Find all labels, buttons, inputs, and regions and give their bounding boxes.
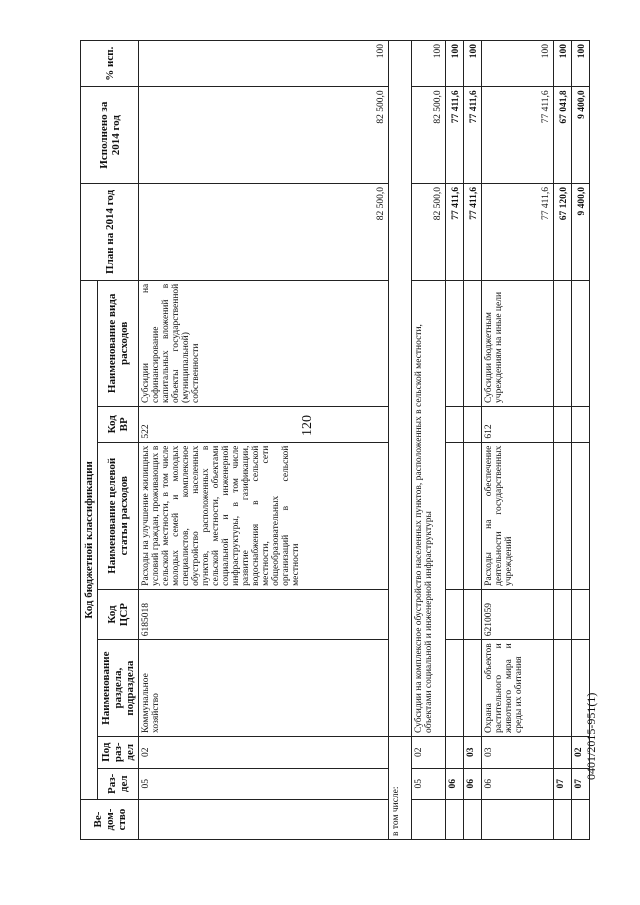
cell-podrazdel: 03 [464,737,482,769]
cell-ved [446,800,464,840]
cell-vr [572,406,590,442]
cell-podrazdel [446,737,464,769]
cell-name-vr [554,280,572,406]
table-row [554,41,572,840]
header-razdel: Раз-дел [98,768,139,800]
header-pct: % исп. [81,41,139,87]
cell-pct: 100 [446,41,464,87]
header-ved: Ве-дом-ство [81,800,139,840]
cell-ved [139,800,389,840]
cell-csr [554,589,572,639]
cell-subsidy-text: Субсидии на комплексное обустройство населенных пунктов, расположенных в сельской местности, объектами социальной и инженерной инфраструктуры [412,280,446,736]
cell-plan: 9 400,0 [572,184,590,281]
cell-name-vr [572,280,590,406]
cell-fact: 82 500,0 [412,87,446,184]
table-row [572,41,590,840]
cell-name-razdel: Коммунальное хозяйство [139,640,389,737]
budget-table [80,40,590,840]
cell-plan: 67 120,0 [554,184,572,281]
cell-fact: 77 411,6 [482,87,554,184]
cell-name-csr [554,442,572,589]
cell-podrazdel: 02 [572,737,590,769]
cell-plan: 82 500,0 [412,184,446,281]
cell-pct: 100 [554,41,572,87]
cell-vr: 522 [139,406,389,442]
cell-razdel: 07 [572,768,590,800]
header-plan: План на 2014 год [81,184,139,281]
cell-razdel: 06 [464,768,482,800]
header-csr: Код ЦСР [98,589,139,639]
cell-name-razdel: Охрана объектов растительного и животного мира и среды их обитания [482,640,554,737]
in-tom-chisle-label: в том числе: [389,737,412,840]
header-vr: Код ВР [98,406,139,442]
cell-name-vr: Субсидии на софинансирование капитальных вложений в объекты государственной (муниципальной) собственности [139,280,389,406]
header-group-title: Код бюджетной классификации [81,280,98,799]
cell-name-vr [464,280,482,406]
table-row [464,41,482,840]
table-row [389,41,412,840]
cell-ved [412,800,446,840]
cell-fact: 9 400,0 [572,87,590,184]
page-number: 120 [300,415,315,436]
empty-span [389,41,412,737]
table-row [139,41,389,840]
cell-pct: 100 [139,41,389,87]
cell-fact: 77 411,6 [464,87,482,184]
cell-fact: 67 041,8 [554,87,572,184]
cell-vr [446,406,464,442]
cell-pct: 100 [412,41,446,87]
cell-name-csr [572,442,590,589]
header-podrazdel: Под раз-дел [98,737,139,769]
table-row [482,41,554,840]
cell-pct: 100 [572,41,590,87]
cell-razdel: 05 [412,768,446,800]
cell-plan: 77 411,6 [482,184,554,281]
cell-razdel: 05 [139,768,389,800]
cell-name-csr [464,442,482,589]
cell-ved [464,800,482,840]
cell-razdel: 07 [554,768,572,800]
cell-pct: 100 [482,41,554,87]
cell-ved [572,800,590,840]
cell-fact: 82 500,0 [139,87,389,184]
cell-podrazdel [554,737,572,769]
cell-vr [464,406,482,442]
cell-name-razdel [572,640,590,737]
header-fact: Исполнено за 2014 год [81,87,139,184]
cell-podrazdel: 03 [482,737,554,769]
cell-ved [554,800,572,840]
cell-razdel: 06 [482,768,554,800]
cell-plan: 82 500,0 [139,184,389,281]
cell-ved [482,800,554,840]
cell-podrazdel: 02 [139,737,389,769]
cell-name-vr [446,280,464,406]
cell-vr [554,406,572,442]
cell-plan: 77 411,6 [446,184,464,281]
header-name-csr: Наименование целевой статьи расходов [98,442,139,589]
cell-fact: 77 411,6 [446,87,464,184]
cell-csr [572,589,590,639]
cell-name-razdel [446,640,464,737]
cell-name-csr [446,442,464,589]
cell-razdel: 06 [446,768,464,800]
table-row [412,41,446,840]
cell-name-csr: Расходы на обеспечение деятельности государственных учреждений [482,442,554,589]
cell-vr: 612 [482,406,554,442]
cell-plan: 77 411,6 [464,184,482,281]
cell-name-razdel [554,640,572,737]
header-name-razdel: Наименование раздела, подраздела [98,640,139,737]
document-code: 0401/2015-951(1) [584,692,598,780]
cell-csr [446,589,464,639]
budget-table-rotated [80,40,600,840]
header-name-vr: Наименование вида расходов [98,280,139,406]
table-row [446,41,464,840]
cell-csr: 6210059 [482,589,554,639]
cell-name-vr: Субсидии бюджетным учреждениям на иные цели [482,280,554,406]
cell-podrazdel: 02 [412,737,446,769]
cell-name-csr: Расходы на улучшение жилищных условий граждан, проживающих в сельской местности, в том числе молодых семей и молодых специалистов, комплексное обустройство населенных пунктов, расположенных в сельской местности, объектами социальной и инженерной инфраструктуры, в том числе развитие газификации, водоснабжения в сельской местности, сети общеобразовательных организаций в сельской местности [139,442,389,589]
cell-name-razdel [464,640,482,737]
cell-csr [464,589,482,639]
cell-pct: 100 [464,41,482,87]
cell-csr: 6185018 [139,589,389,639]
